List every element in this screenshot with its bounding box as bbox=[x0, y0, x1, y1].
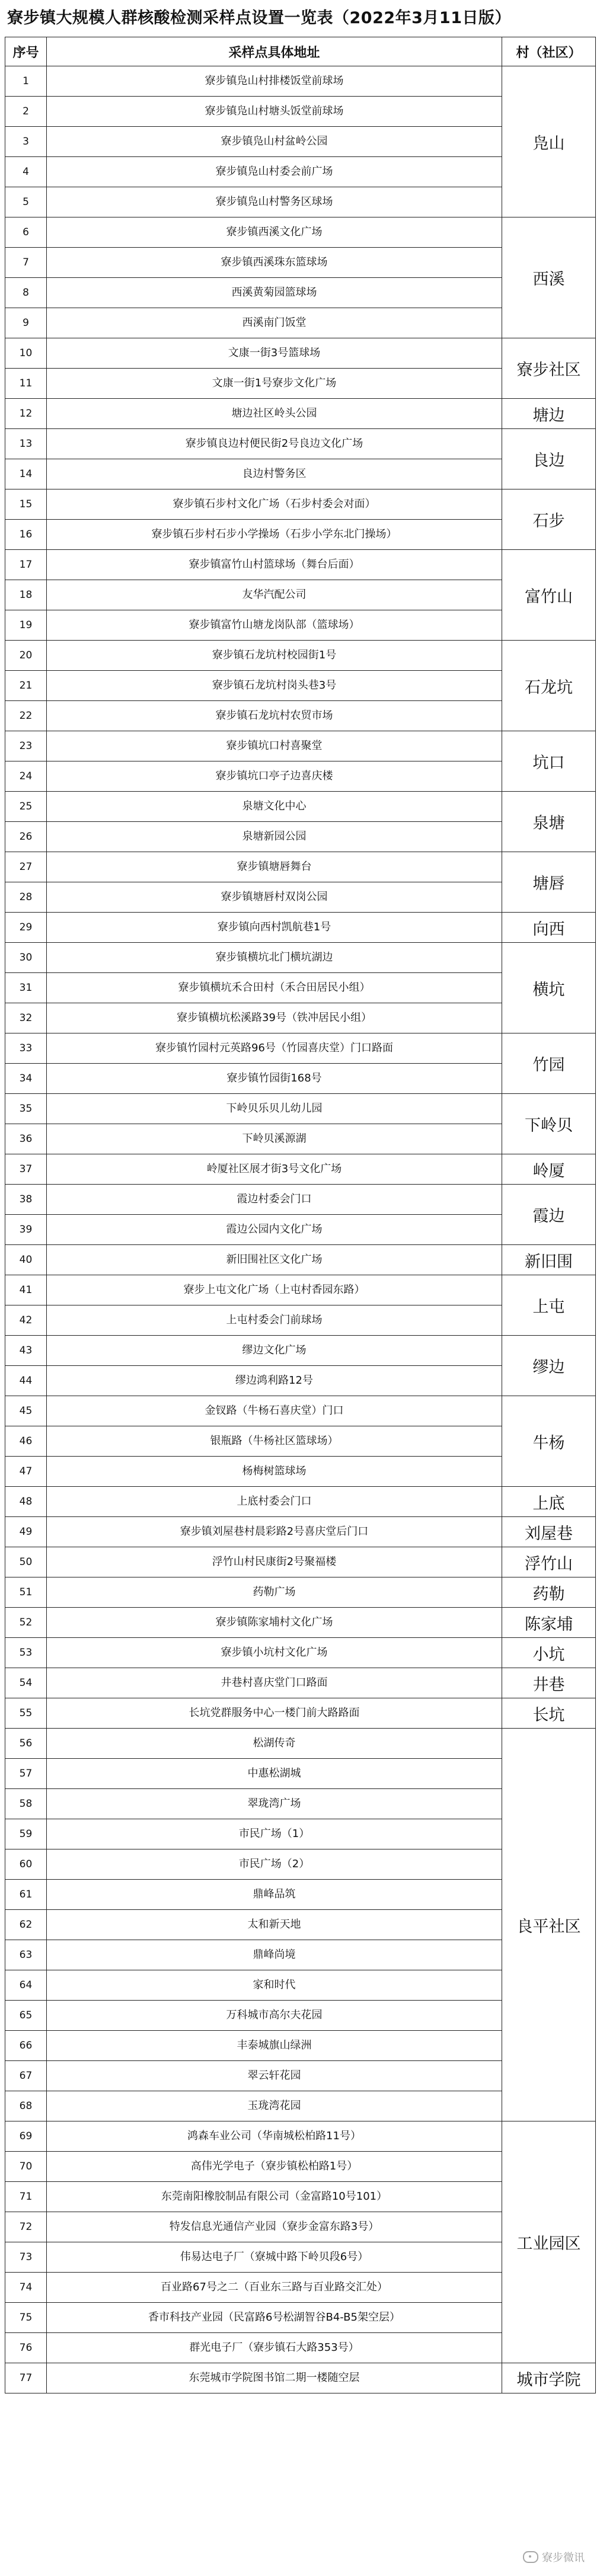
row-index: 52 bbox=[5, 1608, 47, 1638]
row-index: 44 bbox=[5, 1366, 47, 1396]
site-address: 伟易达电子厂（寮城中路下岭贝段6号） bbox=[47, 2242, 502, 2273]
site-address: 翠云轩花园 bbox=[47, 2061, 502, 2091]
row-index: 20 bbox=[5, 641, 47, 671]
site-address: 寮步镇竹园街168号 bbox=[47, 1064, 502, 1094]
table-row bbox=[5, 399, 596, 429]
village-name: 寮步社区 bbox=[502, 338, 596, 399]
row-index: 56 bbox=[5, 1729, 47, 1759]
row-index: 9 bbox=[5, 308, 47, 338]
site-address: 寮步镇刘屋巷村晨彩路2号喜庆堂后门口 bbox=[47, 1517, 502, 1547]
site-address: 鸿森车业公司（华南城松柏路11号） bbox=[47, 2121, 502, 2152]
row-index: 35 bbox=[5, 1094, 47, 1124]
village-name: 塘边 bbox=[502, 399, 596, 429]
site-address: 寮步镇竹园村元英路96号（竹园喜庆堂）门口路面 bbox=[47, 1033, 502, 1064]
row-index: 71 bbox=[5, 2182, 47, 2212]
village-name: 上屯 bbox=[502, 1275, 596, 1336]
row-index: 69 bbox=[5, 2121, 47, 2152]
table-row bbox=[5, 943, 596, 973]
watermark-text: 寮步微讯 bbox=[542, 2552, 585, 2564]
site-address: 寮步镇凫山村排楼饭堂前球场 bbox=[47, 66, 502, 97]
table-row bbox=[5, 338, 596, 369]
table-row bbox=[5, 2363, 596, 2393]
table-row bbox=[5, 1668, 596, 1698]
site-address: 杨梅树篮球场 bbox=[47, 1457, 502, 1487]
row-index: 54 bbox=[5, 1668, 47, 1698]
site-address: 群光电子厂（寮步镇石大路353号） bbox=[47, 2333, 502, 2363]
site-address: 寮步镇坑口村喜聚堂 bbox=[47, 731, 502, 761]
village-name: 岭厦 bbox=[502, 1154, 596, 1185]
site-address: 寮步镇坑口亭子边喜庆楼 bbox=[47, 761, 502, 792]
row-index: 18 bbox=[5, 580, 47, 610]
village-name: 竹园 bbox=[502, 1033, 596, 1094]
village-name: 陈家埔 bbox=[502, 1608, 596, 1638]
village-name: 小坑 bbox=[502, 1638, 596, 1668]
site-address: 市民广场（2） bbox=[47, 1849, 502, 1880]
site-address: 寮步上屯文化广场（上屯村香园东路） bbox=[47, 1275, 502, 1305]
row-index: 49 bbox=[5, 1517, 47, 1547]
row-index: 22 bbox=[5, 701, 47, 731]
row-index: 61 bbox=[5, 1880, 47, 1910]
table-row bbox=[5, 1245, 596, 1275]
site-address: 寮步镇凫山村委会前广场 bbox=[47, 157, 502, 187]
site-address: 西溪黄菊园篮球场 bbox=[47, 278, 502, 308]
header-index: 序号 bbox=[5, 37, 47, 66]
row-index: 65 bbox=[5, 2001, 47, 2031]
row-index: 4 bbox=[5, 157, 47, 187]
site-address: 文康一街3号篮球场 bbox=[47, 338, 502, 369]
village-name: 浮竹山 bbox=[502, 1547, 596, 1577]
row-index: 16 bbox=[5, 520, 47, 550]
row-index: 8 bbox=[5, 278, 47, 308]
row-index: 77 bbox=[5, 2363, 47, 2393]
row-index: 51 bbox=[5, 1577, 47, 1608]
row-index: 27 bbox=[5, 852, 47, 882]
site-address: 寮步镇横坑北门横坑湖边 bbox=[47, 943, 502, 973]
row-index: 42 bbox=[5, 1305, 47, 1336]
row-index: 19 bbox=[5, 610, 47, 641]
row-index: 60 bbox=[5, 1849, 47, 1880]
village-name: 缪边 bbox=[502, 1336, 596, 1396]
row-index: 46 bbox=[5, 1426, 47, 1457]
site-address: 鼎峰品筑 bbox=[47, 1880, 502, 1910]
site-address: 上屯村委会门前球场 bbox=[47, 1305, 502, 1336]
row-index: 5 bbox=[5, 187, 47, 217]
site-address: 寮步镇石龙坑村岗头巷3号 bbox=[47, 671, 502, 701]
header-address: 采样点具体地址 bbox=[47, 37, 502, 66]
page-title: 寮步镇大规模人群核酸检测采样点设置一览表（2022年3月11日版） bbox=[7, 9, 512, 27]
site-address: 文康一街1号寮步文化广场 bbox=[47, 369, 502, 399]
row-index: 33 bbox=[5, 1033, 47, 1064]
row-index: 62 bbox=[5, 1910, 47, 1940]
table-row bbox=[5, 792, 596, 822]
row-index: 13 bbox=[5, 429, 47, 459]
table-row bbox=[5, 1729, 596, 1759]
site-address: 玉珑湾花园 bbox=[47, 2091, 502, 2121]
row-index: 32 bbox=[5, 1003, 47, 1033]
site-address: 良边村警务区 bbox=[47, 459, 502, 489]
village-name: 药勒 bbox=[502, 1577, 596, 1608]
site-address: 泉塘新园公园 bbox=[47, 822, 502, 852]
site-address: 霞边村委会门口 bbox=[47, 1185, 502, 1215]
site-address: 寮步镇横坑禾合田村（禾合田居民小组） bbox=[47, 973, 502, 1003]
row-index: 7 bbox=[5, 248, 47, 278]
site-address: 寮步镇石步村文化广场（石步村委会对面） bbox=[47, 489, 502, 520]
row-index: 41 bbox=[5, 1275, 47, 1305]
village-name: 新旧围 bbox=[502, 1245, 596, 1275]
row-index: 36 bbox=[5, 1124, 47, 1154]
village-name: 下岭贝 bbox=[502, 1094, 596, 1154]
table-row bbox=[5, 1396, 596, 1426]
site-address: 寮步镇凫山村塘头饭堂前球场 bbox=[47, 97, 502, 127]
site-address: 高伟光学电子（寮步镇松柏路1号） bbox=[47, 2152, 502, 2182]
table-row bbox=[5, 731, 596, 761]
site-address: 百业路67号之二（百业东三路与百业路交汇处） bbox=[47, 2273, 502, 2303]
row-index: 25 bbox=[5, 792, 47, 822]
row-index: 2 bbox=[5, 97, 47, 127]
site-address: 翠珑湾广场 bbox=[47, 1789, 502, 1819]
sampling-sites-table bbox=[5, 37, 596, 2393]
row-index: 76 bbox=[5, 2333, 47, 2363]
site-address: 缪边文化广场 bbox=[47, 1336, 502, 1366]
row-index: 48 bbox=[5, 1487, 47, 1517]
village-name: 工业园区 bbox=[502, 2121, 596, 2363]
site-address: 家和时代 bbox=[47, 1970, 502, 2001]
site-address: 井巷村喜庆堂门口路面 bbox=[47, 1668, 502, 1698]
row-index: 17 bbox=[5, 550, 47, 580]
site-address: 西溪南门饭堂 bbox=[47, 308, 502, 338]
row-index: 59 bbox=[5, 1819, 47, 1849]
site-address: 中惠松湖城 bbox=[47, 1759, 502, 1789]
site-address: 寮步镇富竹山村篮球场（舞台后面） bbox=[47, 550, 502, 580]
row-index: 68 bbox=[5, 2091, 47, 2121]
row-index: 57 bbox=[5, 1759, 47, 1789]
row-index: 39 bbox=[5, 1215, 47, 1245]
table-row bbox=[5, 489, 596, 520]
table-row bbox=[5, 1336, 596, 1366]
table-row bbox=[5, 429, 596, 459]
table-row bbox=[5, 1154, 596, 1185]
table-row bbox=[5, 217, 596, 248]
watermark bbox=[523, 2549, 585, 2565]
table-row bbox=[5, 1094, 596, 1124]
row-index: 6 bbox=[5, 217, 47, 248]
village-name: 石步 bbox=[502, 489, 596, 550]
site-address: 万科城市高尔夫花园 bbox=[47, 2001, 502, 2031]
row-index: 15 bbox=[5, 489, 47, 520]
site-address: 市民广场（1） bbox=[47, 1819, 502, 1849]
village-name: 坑口 bbox=[502, 731, 596, 792]
site-address: 寮步镇塘唇舞台 bbox=[47, 852, 502, 882]
village-name: 石龙坑 bbox=[502, 641, 596, 731]
row-index: 75 bbox=[5, 2303, 47, 2333]
site-address: 缪边鸿利路12号 bbox=[47, 1366, 502, 1396]
village-name: 刘屋巷 bbox=[502, 1517, 596, 1547]
site-address: 特发信息光通信产业园（寮步金富东路3号） bbox=[47, 2212, 502, 2242]
site-address: 寮步镇小坑村文化广场 bbox=[47, 1638, 502, 1668]
village-name: 西溪 bbox=[502, 217, 596, 338]
site-address: 浮竹山村民康街2号聚福楼 bbox=[47, 1547, 502, 1577]
site-address: 香市科技产业园（民富路6号松湖智谷B4-B5架空层） bbox=[47, 2303, 502, 2333]
site-address: 长坑党群服务中心一楼门前大路路面 bbox=[47, 1698, 502, 1729]
table-row bbox=[5, 1577, 596, 1608]
row-index: 70 bbox=[5, 2152, 47, 2182]
row-index: 30 bbox=[5, 943, 47, 973]
site-address: 霞边公园内文化广场 bbox=[47, 1215, 502, 1245]
site-address: 寮步镇石步村石步小学操场（石步小学东北门操场） bbox=[47, 520, 502, 550]
site-address: 东莞南阳橡胶制品有限公司（金富路10号101） bbox=[47, 2182, 502, 2212]
site-address: 鼎峰尚境 bbox=[47, 1940, 502, 1970]
site-address: 寮步镇凫山村盆岭公园 bbox=[47, 127, 502, 157]
site-address: 太和新天地 bbox=[47, 1910, 502, 1940]
row-index: 47 bbox=[5, 1457, 47, 1487]
village-name: 塘唇 bbox=[502, 852, 596, 913]
table-row bbox=[5, 1517, 596, 1547]
table-row bbox=[5, 1487, 596, 1517]
row-index: 53 bbox=[5, 1638, 47, 1668]
table-row bbox=[5, 641, 596, 671]
village-name: 城市学院 bbox=[502, 2363, 596, 2393]
site-address: 下岭贝溪源湖 bbox=[47, 1124, 502, 1154]
site-address: 塘边社区岭头公园 bbox=[47, 399, 502, 429]
row-index: 74 bbox=[5, 2273, 47, 2303]
row-index: 24 bbox=[5, 761, 47, 792]
site-address: 松湖传奇 bbox=[47, 1729, 502, 1759]
row-index: 12 bbox=[5, 399, 47, 429]
table-row bbox=[5, 550, 596, 580]
row-index: 38 bbox=[5, 1185, 47, 1215]
row-index: 40 bbox=[5, 1245, 47, 1275]
row-index: 14 bbox=[5, 459, 47, 489]
row-index: 29 bbox=[5, 913, 47, 943]
table-row bbox=[5, 66, 596, 97]
table-row bbox=[5, 913, 596, 943]
site-address: 泉塘文化中心 bbox=[47, 792, 502, 822]
row-index: 45 bbox=[5, 1396, 47, 1426]
site-address: 寮步镇石龙坑村校园街1号 bbox=[47, 641, 502, 671]
site-address: 岭厦社区展才街3号文化广场 bbox=[47, 1154, 502, 1185]
table-row bbox=[5, 1275, 596, 1305]
site-address: 寮步镇西溪珠东篮球场 bbox=[47, 248, 502, 278]
table-row bbox=[5, 1033, 596, 1064]
site-address: 寮步镇横坑松溪路39号（铁冲居民小组） bbox=[47, 1003, 502, 1033]
row-index: 10 bbox=[5, 338, 47, 369]
village-name: 向西 bbox=[502, 913, 596, 943]
row-index: 1 bbox=[5, 66, 47, 97]
row-index: 31 bbox=[5, 973, 47, 1003]
row-index: 26 bbox=[5, 822, 47, 852]
site-address: 新旧围社区文化广场 bbox=[47, 1245, 502, 1275]
row-index: 66 bbox=[5, 2031, 47, 2061]
row-index: 21 bbox=[5, 671, 47, 701]
village-name: 横坑 bbox=[502, 943, 596, 1033]
village-name: 牛杨 bbox=[502, 1396, 596, 1487]
village-name: 凫山 bbox=[502, 66, 596, 217]
site-address: 友华汽配公司 bbox=[47, 580, 502, 610]
site-address: 东莞城市学院图书馆二期一楼随空层 bbox=[47, 2363, 502, 2393]
row-index: 28 bbox=[5, 882, 47, 913]
row-index: 37 bbox=[5, 1154, 47, 1185]
site-address: 丰泰城旗山绿洲 bbox=[47, 2031, 502, 2061]
table-header-row bbox=[5, 37, 596, 66]
site-address: 上底村委会门口 bbox=[47, 1487, 502, 1517]
site-address: 寮步镇石龙坑村农贸市场 bbox=[47, 701, 502, 731]
row-index: 43 bbox=[5, 1336, 47, 1366]
header-village: 村（社区） bbox=[502, 37, 596, 66]
site-address: 寮步镇塘唇村双岗公园 bbox=[47, 882, 502, 913]
village-name: 长坑 bbox=[502, 1698, 596, 1729]
village-name: 泉塘 bbox=[502, 792, 596, 852]
row-index: 34 bbox=[5, 1064, 47, 1094]
table-row bbox=[5, 2121, 596, 2152]
row-index: 50 bbox=[5, 1547, 47, 1577]
table-row bbox=[5, 1638, 596, 1668]
table-row bbox=[5, 1608, 596, 1638]
table-row bbox=[5, 1547, 596, 1577]
site-address: 寮步镇西溪文化广场 bbox=[47, 217, 502, 248]
site-address: 寮步镇陈家埔村文化广场 bbox=[47, 1608, 502, 1638]
village-name: 良边 bbox=[502, 429, 596, 489]
row-index: 23 bbox=[5, 731, 47, 761]
site-address: 下岭贝乐贝儿幼儿园 bbox=[47, 1094, 502, 1124]
row-index: 11 bbox=[5, 369, 47, 399]
table-row bbox=[5, 1185, 596, 1215]
site-address: 银瓶路（牛杨社区篮球场） bbox=[47, 1426, 502, 1457]
row-index: 58 bbox=[5, 1789, 47, 1819]
site-address: 药勒广场 bbox=[47, 1577, 502, 1608]
row-index: 55 bbox=[5, 1698, 47, 1729]
row-index: 73 bbox=[5, 2242, 47, 2273]
site-address: 寮步镇富竹山塘龙岗队部（篮球场） bbox=[47, 610, 502, 641]
row-index: 63 bbox=[5, 1940, 47, 1970]
row-index: 3 bbox=[5, 127, 47, 157]
row-index: 64 bbox=[5, 1970, 47, 2001]
table-row bbox=[5, 852, 596, 882]
site-address: 寮步镇向西村凯航巷1号 bbox=[47, 913, 502, 943]
table-row bbox=[5, 1698, 596, 1729]
row-index: 72 bbox=[5, 2212, 47, 2242]
village-name: 富竹山 bbox=[502, 550, 596, 641]
table-body bbox=[5, 66, 596, 2393]
wechat-icon bbox=[523, 2551, 538, 2563]
site-address: 金钗路（牛杨石喜庆堂）门口 bbox=[47, 1396, 502, 1426]
village-name: 井巷 bbox=[502, 1668, 596, 1698]
village-name: 良平社区 bbox=[502, 1729, 596, 2121]
village-name: 霞边 bbox=[502, 1185, 596, 1245]
village-name: 上底 bbox=[502, 1487, 596, 1517]
site-address: 寮步镇凫山村警务区球场 bbox=[47, 187, 502, 217]
row-index: 67 bbox=[5, 2061, 47, 2091]
site-address: 寮步镇良边村便民街2号良边文化广场 bbox=[47, 429, 502, 459]
